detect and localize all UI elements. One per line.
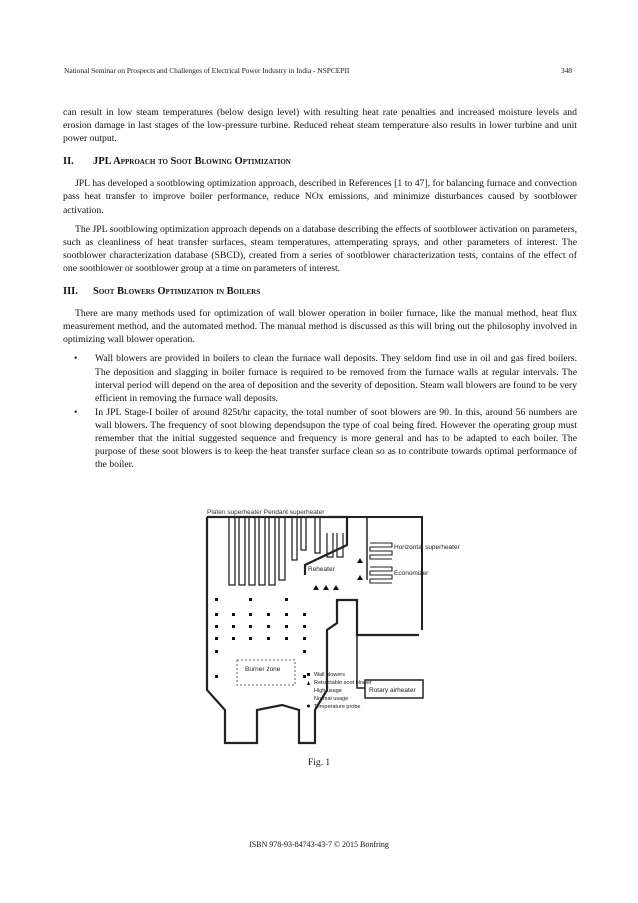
rotary-airheater-label: Rotary airheater bbox=[369, 687, 416, 694]
list-item bbox=[63, 352, 577, 404]
bullet-list bbox=[63, 352, 577, 471]
legend-retractable: Retractable soot blower bbox=[314, 680, 372, 686]
section-2-heading bbox=[63, 155, 577, 168]
boiler-diagram-svg bbox=[187, 505, 460, 746]
bullet-icon: • bbox=[74, 353, 78, 365]
legend-normal-usage: Normal usage bbox=[314, 696, 349, 702]
legend-temperature-probe: Temperature probe bbox=[314, 704, 361, 710]
bullet-icon: • bbox=[74, 406, 78, 418]
reheater-label: Reheater bbox=[308, 566, 335, 573]
running-title: National Seminar on Prospects and Challenges of Electrical Power Industry in India - NSPCEPII bbox=[64, 66, 350, 75]
article-body bbox=[63, 106, 577, 472]
economizer-label: Economizer bbox=[394, 570, 429, 577]
legend-wall-blowers: Wall blowers bbox=[314, 672, 345, 678]
legend-high-usage: High usage bbox=[314, 688, 342, 694]
section-2-paragraph-2: The JPL sootblowing optimization approach depends on a database describing the effects of sootblower activation on parameters, such as cleanliness of heat transfer surfaces, steam temperatures, attemperating sprays, and other parameters of interest. The sootblower characterization database (SBCD), created from a series of sootblower characterization tests, contains of the effect of one sootblower or sootblower group at a time on parameters of interest. bbox=[63, 223, 577, 274]
boiler-diagram bbox=[187, 505, 460, 746]
burner-zone-label: Burner zone bbox=[245, 666, 281, 673]
section-3-title: Soot Blowers Optimization in Boilers bbox=[93, 286, 261, 298]
section-3-heading bbox=[63, 285, 577, 298]
section-2-title: JPL Approach to Soot Blowing Optimization bbox=[93, 156, 291, 168]
section-2-number: II. bbox=[63, 156, 74, 168]
section-3-number: III. bbox=[63, 286, 78, 298]
bullet-text: Wall blowers are provided in boilers to clean the furnace wall deposits. They seldom find use in oil and gas fired boilers. The deposition and slagging in boiler furnace is required to be removed from the furnace walls at regular intervals. The interval period will depend on the area of deposition and the severity of deposition. Steam wall blowers are found to be very efficient in removing the furnace wall deposits. bbox=[95, 353, 577, 404]
page-footer: ISBN 978-93-84743-43-7 © 2015 Bonfring bbox=[249, 840, 389, 849]
page-number: 348 bbox=[560, 66, 572, 75]
intro-paragraph: can result in low steam temperatures (below design level) with resulting heat rate penalties and increased moisture levels and erosion damage in last stages of the low-pressure turbine. Reduced reheat steam temperature also results in lower turbine and unit power output. bbox=[63, 107, 577, 145]
figure-caption: Fig. 1 bbox=[307, 758, 331, 768]
list-item bbox=[63, 406, 577, 471]
section-2-paragraph-1: JPL has developed a sootblowing optimization approach, described in References [1 to 47], for balancing furnace and convection pass heat transfer to improve boiler performance, reduce NOx emissions, and minimize disturbances caused by sootblower activation. bbox=[63, 178, 577, 216]
platen-pendant-label: Platen superheater Pendant superheater bbox=[207, 509, 325, 516]
bullet-text: In JPL Stage-I boiler of around 825t/hr capacity, the total number of soot blowers are 90. In this, around 56 numbers are wall blowers. The frequency of soot blowing dependsupon the type of coal being fired. However the operating group must remember that the initial suggested sequence and frequency is more general and has to be adapted to each boiler. The purpose of these soot blowers is to keep the heat transfer surface clean so as to contribute towards optimal performance of the boiler. bbox=[95, 406, 577, 471]
section-3-paragraph: There are many methods used for optimization of wall blower operation in boiler furnace, like the manual method, heat flux measurement method, and the automated method. The manual method is discussed as this will bring out the philosophy involved in optimizing wall blower operation. bbox=[63, 308, 577, 346]
horizontal-superheater-label: Horizontal superheater bbox=[394, 544, 460, 551]
running-header bbox=[64, 66, 572, 75]
